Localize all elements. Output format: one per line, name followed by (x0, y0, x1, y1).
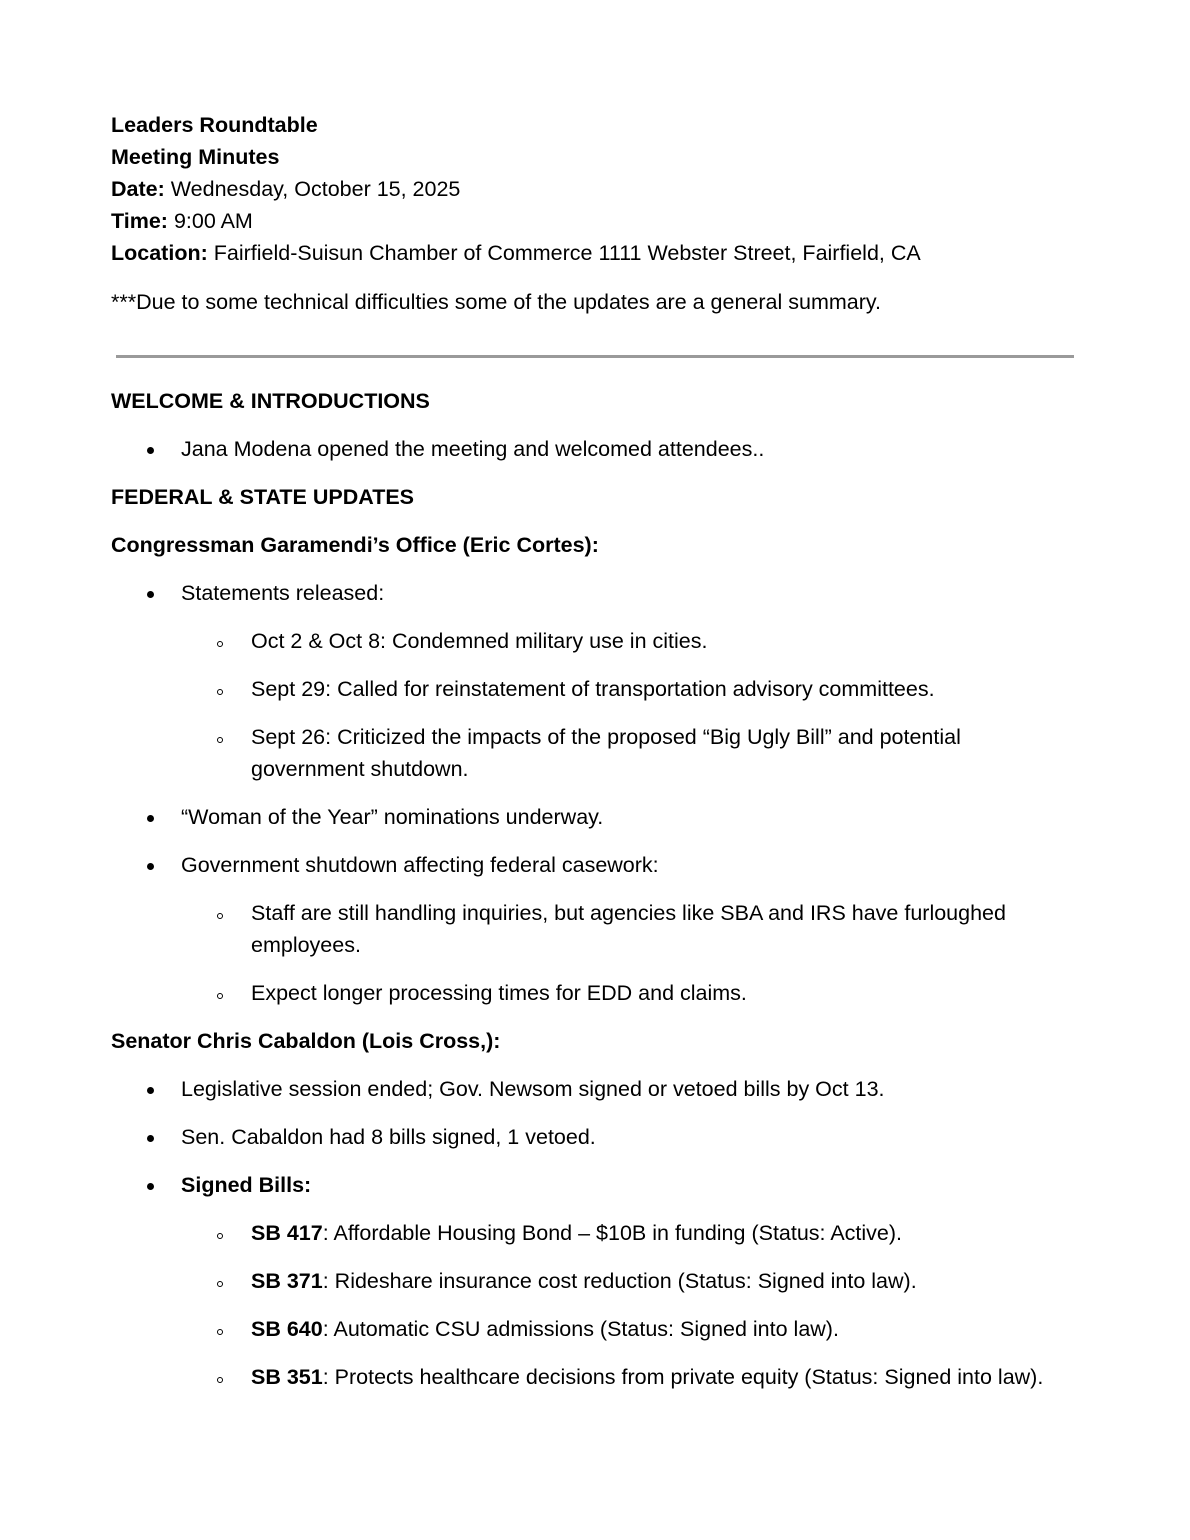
list-item (111, 1169, 1076, 1201)
time-label: Time: (111, 209, 168, 233)
list-item: Staff are still handling inquiries, but agencies like SBA and IRS have furloughed employees. (111, 897, 1076, 961)
summary-note: ***Due to some technical difficulties some of the updates are a general summary. (111, 290, 882, 314)
document-header (111, 109, 1076, 318)
circle-bullet-icon (217, 737, 223, 743)
list-item: Jana Modena opened the meeting and welcomed attendees.. (111, 433, 1076, 465)
list-item: Statements released: (111, 577, 1076, 609)
list-item: Legislative session ended; Gov. Newsom signed or vetoed bills by Oct 13. (111, 1073, 1076, 1105)
document-page (111, 109, 1076, 1393)
date-value: Wednesday, October 15, 2025 (170, 177, 461, 201)
bill-id: SB 371 (251, 1269, 323, 1293)
bill-item (111, 1265, 1076, 1297)
bullet-icon (147, 1183, 154, 1190)
cabaldon-heading: Senator Chris Cabaldon (Lois Cross,): (111, 1029, 501, 1053)
garamendi-list (111, 577, 1076, 1009)
bullet-icon (147, 815, 154, 822)
circle-bullet-icon (217, 1281, 223, 1287)
list-item: Sept 26: Criticized the impacts of the proposed “Big Ugly Bill” and potential government shutdown. (111, 721, 1076, 785)
date-label: Date: (111, 177, 165, 201)
bullet-icon (147, 863, 154, 870)
circle-bullet-icon (217, 689, 223, 695)
bullet-icon (147, 1135, 154, 1142)
federal-heading: FEDERAL & STATE UPDATES (111, 485, 415, 509)
list-item: Oct 2 & Oct 8: Condemned military use in cities. (111, 625, 1076, 657)
bill-item (111, 1361, 1076, 1393)
time-line (111, 205, 1076, 237)
bill-id: SB 640 (251, 1317, 323, 1341)
garamendi-heading: Congressman Garamendi’s Office (Eric Cortes): (111, 533, 599, 557)
bill-text: : Rideshare insurance cost reduction (Status: Signed into law). (322, 1269, 917, 1293)
list-item: Expect longer processing times for EDD and claims. (111, 977, 1076, 1009)
circle-bullet-icon (217, 1329, 223, 1335)
location-value: Fairfield-Suisun Chamber of Commerce 1111 Webster Street, Fairfield, CA (213, 241, 921, 265)
list-item: Government shutdown affecting federal casework: (111, 849, 1076, 881)
bill-text: : Automatic CSU admissions (Status: Signed into law). (322, 1317, 839, 1341)
time-value: 9:00 AM (173, 209, 253, 233)
circle-bullet-icon (217, 1233, 223, 1239)
bill-item (111, 1313, 1076, 1345)
bullet-icon (147, 447, 154, 454)
date-line (111, 173, 1076, 205)
bill-text: : Protects healthcare decisions from private equity (Status: Signed into law). (322, 1365, 1044, 1389)
location-label: Location: (111, 241, 208, 265)
list-item: “Woman of the Year” nominations underway. (111, 801, 1076, 833)
circle-bullet-icon (217, 993, 223, 999)
signed-bills-label: Signed Bills: (181, 1173, 312, 1197)
circle-bullet-icon (217, 1377, 223, 1383)
location-line (111, 237, 1076, 269)
bill-item (111, 1217, 1076, 1249)
cabaldon-list (111, 1073, 1076, 1393)
doc-type-title: Meeting Minutes (111, 145, 280, 169)
welcome-heading: WELCOME & INTRODUCTIONS (111, 389, 430, 413)
welcome-list (111, 433, 1076, 465)
horizontal-divider (116, 355, 1074, 358)
org-title: Leaders Roundtable (111, 113, 318, 137)
circle-bullet-icon (217, 913, 223, 919)
list-item: Sen. Cabaldon had 8 bills signed, 1 vetoed. (111, 1121, 1076, 1153)
list-item: Sept 29: Called for reinstatement of transportation advisory committees. (111, 673, 1076, 705)
bill-id: SB 351 (251, 1365, 323, 1389)
bullet-icon (147, 591, 154, 598)
bullet-icon (147, 1087, 154, 1094)
bill-id: SB 417 (251, 1221, 323, 1245)
bill-text: : Affordable Housing Bond – $10B in funding (Status: Active). (322, 1221, 903, 1245)
circle-bullet-icon (217, 641, 223, 647)
